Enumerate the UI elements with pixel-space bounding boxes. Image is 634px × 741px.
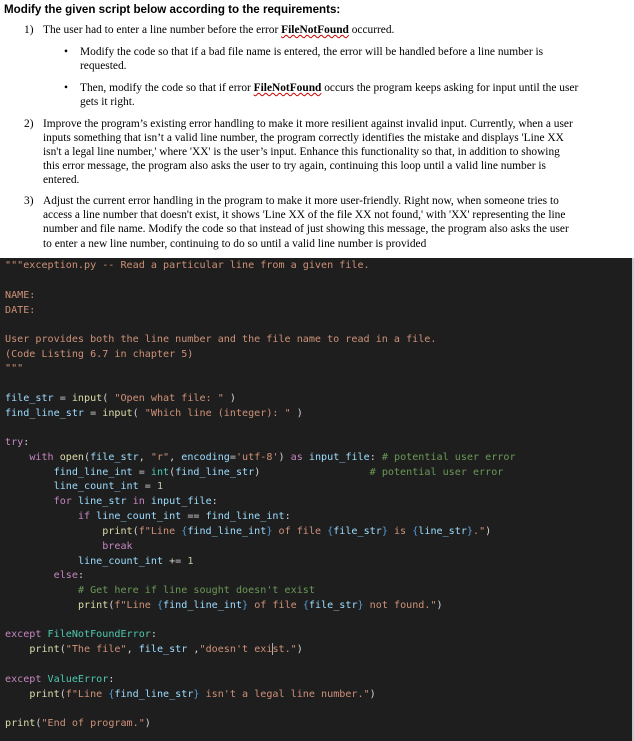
item-2-line-2: inputs something that isn’t a valid line number, the program correctly identifies the mistake and displays 'Line XX [43, 132, 564, 144]
code-line-name: NAME: [5, 290, 36, 301]
bullet-dot: • [64, 46, 68, 58]
item-2-line-4: this error message, the program also asks the user to try again, continuing this loop until a valid line number is [43, 160, 546, 172]
item-2-line-1: Improve the program’s existing error handling to make it more resilient against invalid input. Currently, when a user [43, 118, 573, 130]
code-line-with-open: with open(file_str, "r", encoding='utf-8') as input_file: # potential user error [29, 452, 516, 463]
code-line-docstring-end: """ [5, 363, 24, 374]
code-line-else: else: [53, 570, 85, 581]
item-number-1: 1) [24, 24, 34, 36]
code-line-if: if line_count_int == find_line_int: [77, 511, 291, 522]
code-line-except-fnf: except FileNotFoundError: [5, 629, 157, 640]
code-line-print-not-found: print(f"Line {find_line_int} of file {file_str} not found.") [77, 600, 443, 611]
item-3-line-1: Adjust the current error handling in the program to make it more user-friendly. Right now, when someone tries to [43, 195, 559, 207]
code-line-listing-ref: (Code Listing 6.7 in chapter 5) [5, 349, 194, 360]
bullet-dot: • [64, 82, 68, 94]
item-3-line-4: to enter a new line number, continuing to do so until a valid line number is provided [43, 238, 427, 250]
code-line-comment-get-here: # Get here if line sought doesn't exist [77, 585, 315, 596]
code-line-docstring: """exception.py -- Read a particular line from a given file. [5, 260, 370, 271]
bullet-2-post: occurs the program keeps asking for input until the user [321, 82, 579, 94]
code-line-print-illegal: print(f"Line {find_line_str} isn't a legal line number.") [29, 689, 376, 700]
code-line-except-value: except ValueError: [5, 674, 115, 685]
bullet-2-error-name: FileNotFound [253, 82, 322, 94]
item-1-error-name: FileNotFound [281, 24, 349, 36]
item-1-text [43, 23, 394, 37]
instructions-panel [0, 0, 634, 258]
code-line-line-count-init: line_count_int = 1 [53, 481, 164, 492]
item-1-post: occurred. [348, 24, 395, 36]
code-line-print-end: print("End of program.") [5, 718, 151, 729]
item-1-bullet-1-line-2: requested. [80, 60, 127, 72]
code-line-print-file-missing: print("The file", file_str ,"doesn't exist.") [29, 644, 303, 655]
item-1-bullet-1-line-1: Modify the code so that if a bad file name is entered, the error will be handled before a line number is [80, 46, 544, 58]
item-3-line-3: number and file name. Modify the code so that instead of just showing this message, the program also asks the user [43, 223, 569, 235]
item-1-bullet-2-line-1 [80, 81, 578, 95]
code-line-increment: line_count_int += 1 [77, 556, 194, 567]
item-1-bullet-2-line-2: gets it right. [80, 96, 135, 108]
item-3-line-2: access a line number that doesn't exist, it shows 'Line XX of the file XX not found,' with 'XX' representing the line [43, 209, 566, 221]
code-line-find-line-int: find_line_int = int(find_line_str) # potential user error [53, 467, 504, 478]
code-line-break: break [102, 541, 133, 552]
code-line-date: DATE: [5, 305, 36, 316]
item-2-line-3: isn't a legal line number,' where 'XX' is the user’s input. Enhance this functionality so that, in addition to showing [43, 146, 560, 158]
item-1-pre: The user had to enter a line number before the error [43, 24, 282, 36]
code-line-file-input: file_str = input( "Open what file: " ) [5, 393, 236, 404]
code-line-try: try: [5, 437, 30, 448]
code-editor[interactable] [0, 258, 634, 741]
code-line-print-found: print(f"Line {find_line_int} of file {file_str} is {line_str}.") [102, 526, 492, 537]
bullet-2-pre: Then, modify the code so that if error [80, 82, 254, 94]
code-line-for-loop: for line_str in input_file: [53, 496, 218, 507]
code-line-line-input: find_line_str = input( "Which line (integer): " ) [5, 408, 303, 419]
item-number-2: 2) [24, 118, 34, 130]
item-number-3: 3) [24, 195, 34, 207]
code-line-description: User provides both the line number and the file name to read in a file. [5, 334, 437, 345]
item-2-line-5: entered. [43, 174, 80, 186]
instructions-heading: Modify the given script below according to the requirements: [4, 3, 341, 16]
